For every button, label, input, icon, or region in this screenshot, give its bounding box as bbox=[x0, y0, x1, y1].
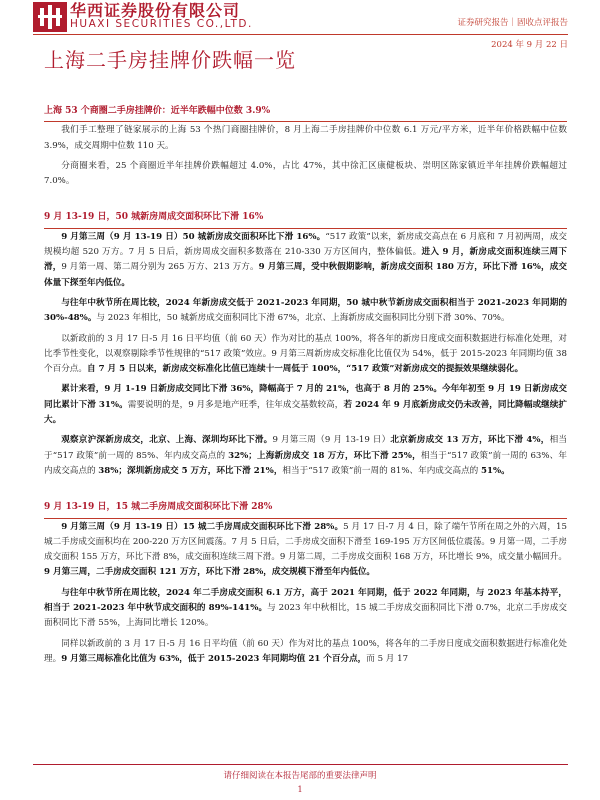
section-heading-text: 9 月 13-19 日，50 城新房周成交面积环比下滑 16% bbox=[44, 212, 264, 223]
emphasis-text: 累计来看，9 月 1-19 日新房成交同比下滑 36%，降幅高于 7 月的 21%，也高于 8 月的 25%。今年年初至 9 月 19 日新房成交同比累计下滑 31%。 bbox=[44, 384, 567, 410]
body-paragraph bbox=[44, 230, 567, 291]
emphasis-text: 9 月第三周标准化比值为 63%，低于 2015-2023 年同期均值 21 个百分点， bbox=[61, 653, 367, 664]
body-text: 而 5 月 17 bbox=[366, 653, 409, 664]
company-name-en: HUAXI SECURITIES CO.,LTD. bbox=[70, 18, 253, 30]
emphasis-text: 与往年中秋节所在周比较，2024 年二手房成交面积 6.1 万方，高于 2021 年同期，低于 2022 年同期，与 2023 年基本持平，相当于 2021-2023 年中秋节成交面积的 89%-141%。 bbox=[44, 587, 567, 614]
footer-divider bbox=[33, 764, 568, 765]
emphasis-text: 32%；上海新房成交 18 万方，环比下滑 25%， bbox=[228, 450, 421, 461]
company-name-cn: 华西证券股份有限公司 bbox=[70, 1, 241, 20]
body-text: 与 2023 年相比，50 城新房成交面积同比下滑 67%，北京、上海新房成交面积同比分别下滑 30%、70%。 bbox=[96, 313, 510, 324]
emphasis-text: 观察京沪深新房成交，北京、上海、深圳均环比下滑。 bbox=[61, 435, 273, 446]
emphasis-text: 9 月第三周，受中秋假期影响，新房成交面积 180 万方，环比下滑 16%，成交体量下探至年内低位。 bbox=[44, 262, 568, 288]
body-text: 我们手工整理了链家展示的上海 53 个热门商圈挂牌价，8 月上海二手房挂牌价中位数 6.1 万元/平方米，近半年价格跌幅中位数 3.9%，成交周期中位数 110 天。 bbox=[44, 125, 567, 151]
section-gap bbox=[44, 194, 567, 210]
emphasis-text: 38%；深圳新房成交 5 万方，环比下滑 21%， bbox=[98, 465, 283, 476]
report-type: 证券研究报告｜固收点评报告 bbox=[457, 18, 568, 28]
emphasis-text: 9 月第三周（9 月 13-19 日）15 城二手房周成交面积环比下滑 28%。 bbox=[61, 521, 344, 532]
body-text: 9 月第三周（9 月 13-19 日） bbox=[272, 435, 391, 446]
heading-underline bbox=[44, 518, 567, 519]
body-text: 相当于“517 政策”前一周的 63%、年内成交高点的 bbox=[44, 450, 568, 476]
section-heading-text: 9 月 13-19 日，15 城二手房周成交面积环比下滑 28% bbox=[44, 502, 273, 513]
body-text: 9 月第一周、第二周分别为 265 万方、213 万方。 bbox=[61, 262, 259, 273]
section-heading bbox=[44, 210, 567, 225]
body-paragraph bbox=[44, 332, 567, 378]
body-text: “517 政策”以来，新房成交高点在 6 月底和 7 月初两周，成交规模均超 520 万方。7 月 5 日后，新房周成交面积多数落在 210-330 万方区间内，整体偏低。 bbox=[44, 231, 567, 258]
body-paragraph bbox=[44, 123, 567, 154]
body-text: 与 2023 年中秋相比，15 城二手房成交面积同比下滑 0.7%，北京二手房成交面积同比下滑 55%，上海同比增长 120%。 bbox=[44, 603, 567, 629]
body-paragraph bbox=[44, 296, 567, 327]
body-text: 分商圈来看，25 个商圈近半年挂牌价跌幅超过 4.0%，占比 47%，其中徐汇区康健板块、崇明区陈家镇近半年挂牌价跌幅超过 7.0%。 bbox=[44, 160, 567, 187]
header-divider bbox=[33, 34, 568, 35]
body-paragraph bbox=[44, 433, 567, 479]
body-paragraph bbox=[44, 520, 567, 581]
report-date: 2024 年 9 月 22 日 bbox=[491, 40, 568, 50]
legal-notice: 请仔细阅读在本报告尾部的重要法律声明 bbox=[223, 771, 377, 781]
emphasis-text: 9 月第三周（9 月 13-19 日）50 城新房成交面积环比下滑 16%。 bbox=[61, 231, 326, 242]
emphasis-text: 北京新房成交 13 万方，环比下滑 4%， bbox=[390, 435, 550, 446]
body-text: 同样以新政前的 3 月 17 日-5 月 16 日平均值（前 60 天）作为对比的基点 100%，将各年的二手房日度成交面积数据进行标准化处理。 bbox=[44, 638, 567, 664]
body-text: 以新政前的 3 月 17 日-5 月 16 日平均值（前 60 天）作为对比的基点 100%，将各年的新房日度成交面积数据进行标准化处理，对比季节性变化，以观察剔除季节性规律的“517 政策”效应。9 月第三周新房成交标准化比值仅为 54%，低于 2015-2023 年同期均值 38 个百分点。 bbox=[44, 333, 567, 375]
body-text: 5 月 17 日-7 月 4 日，除了端午节所在周之外的六周，15 城二手房成交面积均在 200-220 万方区间震荡。7 月 5 日后，二手房成交面积下滑至 169-195 万方区间低位震荡。9 月第一周，二手房成交面积 155 万方，环比下滑 8%，成交面积连续三周下滑。9 月第二周，二手房成交面积 168 万方，环比增长 9%，成交量小幅回升。 bbox=[44, 521, 567, 563]
page-number: 1 bbox=[297, 785, 303, 794]
section-heading bbox=[44, 500, 567, 515]
heading-underline bbox=[44, 228, 567, 229]
huaxi-logo-icon bbox=[33, 2, 67, 32]
body-text: 需要说明的是，9 月多是地产旺季，往年成交基数较高， bbox=[127, 399, 344, 410]
body-paragraph bbox=[44, 586, 567, 632]
body-paragraph bbox=[44, 382, 567, 428]
heading-underline bbox=[44, 121, 567, 122]
section-heading-text: 上海 53 个商圈二手房挂牌价：近半年跌幅中位数 3.9% bbox=[44, 106, 271, 116]
emphasis-text: 若 2024 年 9 月底新房成交仍未改善，同比降幅或继续扩大。 bbox=[44, 399, 567, 426]
emphasis-text: 51%。 bbox=[481, 465, 510, 476]
body-paragraph bbox=[44, 637, 567, 668]
report-body bbox=[44, 104, 567, 672]
section-gap bbox=[44, 484, 567, 500]
emphasis-text: 进入 9 月，新房成交面积连续三周下滑， bbox=[44, 247, 567, 273]
body-text: 相当于“517 政策”前一周的 81%、年内成交高点的 bbox=[282, 465, 482, 476]
body-text: 相当于“517 政策”前一周的 85%、年内成交高点的 bbox=[44, 435, 567, 461]
section-heading bbox=[44, 104, 567, 119]
body-paragraph bbox=[44, 159, 567, 190]
emphasis-text: 与往年中秋节所在周比较，2024 年新房成交低于 2021-2023 年同期，50 城中秋节新房成交面积相当于 2021-2023 年同期的 30%-48%。 bbox=[44, 297, 567, 324]
emphasis-text: 自 7 月 5 日以来，新房成交标准化比值已连续十一周低于 100%，“517 政策”对新房成交的提振效果继续弱化。 bbox=[86, 364, 524, 375]
report-title: 上海二手房挂牌价跌幅一览 bbox=[44, 48, 296, 72]
emphasis-text: 9 月第三周，二手房成交面积 121 万方，环比下滑 28%，成交规模下滑至年内低位。 bbox=[44, 567, 376, 578]
